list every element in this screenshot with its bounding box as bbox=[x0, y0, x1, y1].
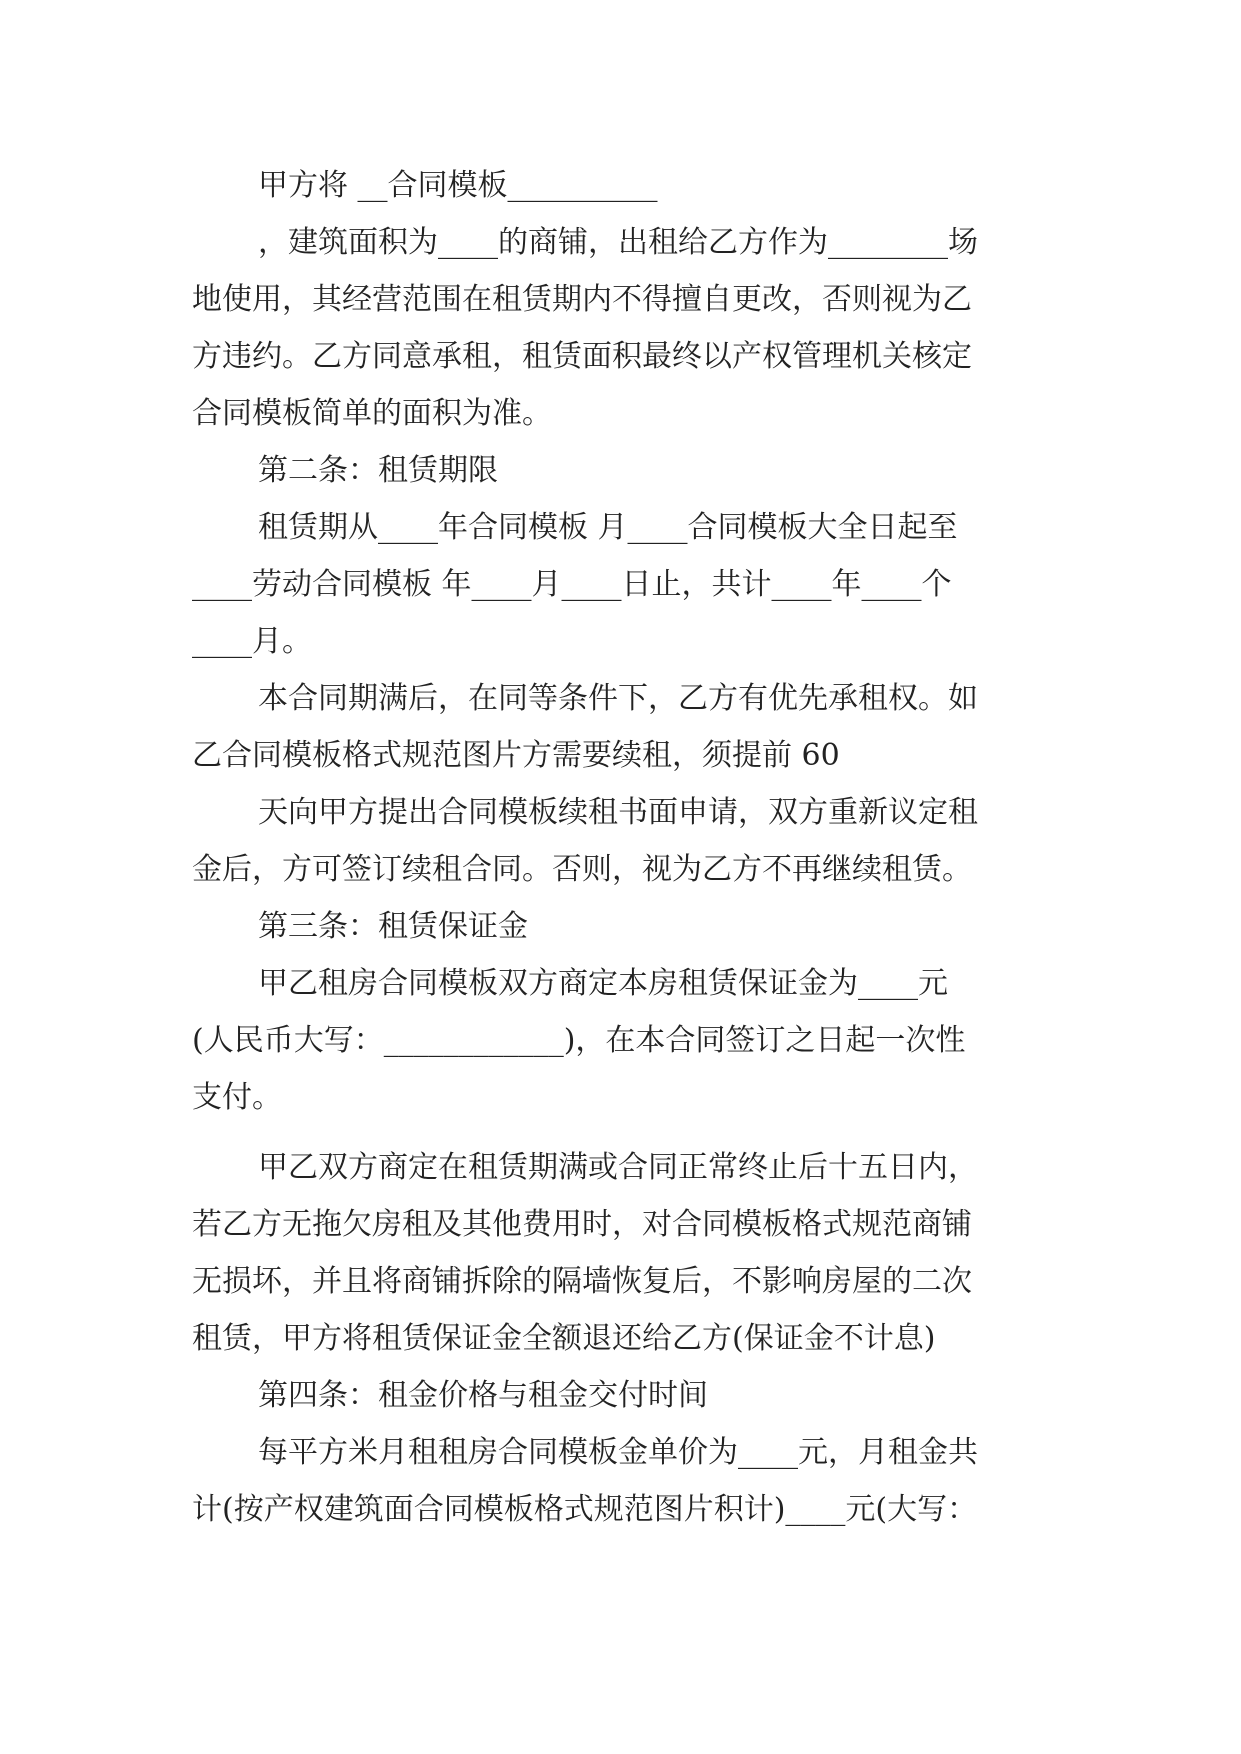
text-line: 租赁，甲方将租赁保证金全额退还给乙方(保证金不计息) bbox=[192, 1321, 936, 1356]
text-line: ____月。 bbox=[192, 624, 312, 659]
text-line: 甲乙租房合同模板双方商定本房租赁保证金为____元 bbox=[258, 966, 948, 1001]
text-line: 地使用，其经营范围在租赁期内不得擅自更改，否则视为乙 bbox=[192, 282, 972, 317]
text-line: 方违约。乙方同意承租，租赁面积最终以产权管理机关核定 bbox=[192, 339, 972, 374]
text-line: ____劳动合同模板 年____月____日止，共计____年____个 bbox=[192, 567, 952, 602]
section-heading: 第四条：租金价格与租金交付时间 bbox=[258, 1378, 708, 1413]
text-line: 甲方将 __合同模板__________ bbox=[258, 168, 658, 203]
text-line: 甲乙双方商定在租赁期满或合同正常终止后十五日内， bbox=[258, 1150, 978, 1185]
text-line: 计(按产权建筑面合同模板格式规范图片积计)____元(大写： bbox=[192, 1492, 978, 1527]
text-line: ，建筑面积为____的商铺，出租给乙方作为________场 bbox=[258, 225, 978, 260]
text-line: 租赁期从____年合同模板 月____合同模板大全日起至 bbox=[258, 510, 958, 545]
text-line: 天向甲方提出合同模板续租书面申请，双方重新议定租 bbox=[258, 795, 978, 830]
section-heading: 第三条：租赁保证金 bbox=[258, 909, 528, 944]
text-line: 无损坏，并且将商铺拆除的隔墙恢复后，不影响房屋的二次 bbox=[192, 1264, 972, 1299]
section-heading: 第二条：租赁期限 bbox=[258, 453, 498, 488]
text-line: 本合同期满后，在同等条件下，乙方有优先承租权。如 bbox=[258, 681, 978, 716]
text-line: 每平方米月租租房合同模板金单价为____元，月租金共 bbox=[258, 1435, 978, 1470]
text-line: 乙合同模板格式规范图片方需要续租，须提前 60 bbox=[192, 738, 840, 773]
text-line: 支付。 bbox=[192, 1080, 282, 1115]
text-line: (人民币大写：____________)，在本合同签订之日起一次性 bbox=[192, 1023, 966, 1058]
text-line: 若乙方无拖欠房租及其他费用时，对合同模板格式规范商铺 bbox=[192, 1207, 972, 1242]
text-line: 合同模板简单的面积为准。 bbox=[192, 396, 552, 431]
text-line: 金后，方可签订续租合同。否则，视为乙方不再继续租赁。 bbox=[192, 852, 972, 887]
